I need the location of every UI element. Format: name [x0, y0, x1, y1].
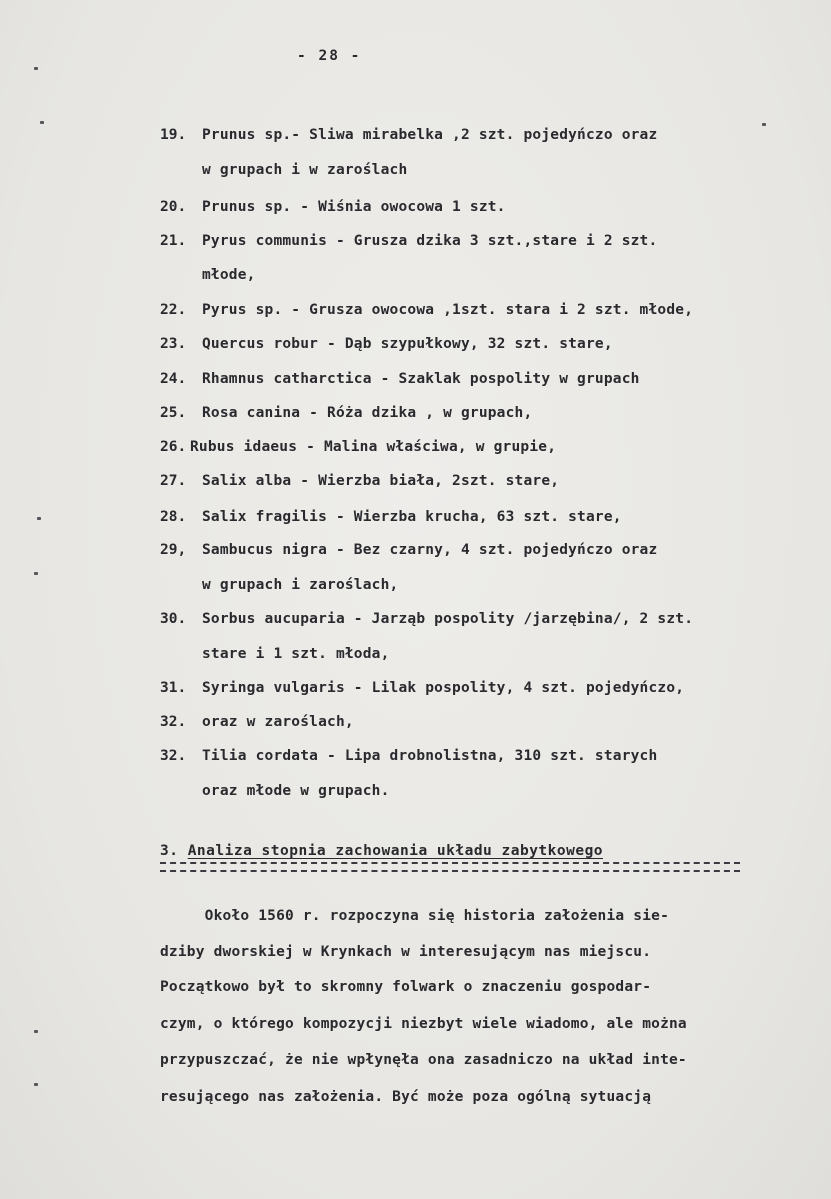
list-item-number: 27. [160, 473, 187, 489]
list-item-number: 23. [160, 336, 187, 352]
list-item-number: 30. [160, 611, 187, 627]
list-item-text: Prunus sp. - Wiśnia owocowa 1 szt. [202, 199, 506, 215]
list-item-number: 24. [160, 371, 187, 387]
list-item-text: Rosa canina - Róża dzika , w grupach, [202, 405, 533, 421]
list-item-number: 21. [160, 233, 187, 249]
list-item-number: 29, [160, 542, 187, 558]
margin-speck [34, 1030, 38, 1033]
list-item-number: 22. [160, 302, 187, 318]
list-item-text: Rubus idaeus - Malina właściwa, w grupie, [190, 439, 557, 455]
margin-speck [34, 67, 38, 70]
list-item-text: Sorbus aucuparia - Jarząb pospolity /jarzębina/, 2 szt. [202, 611, 694, 627]
list-item-text: oraz w zaroślach, [202, 714, 354, 730]
margin-speck [762, 123, 766, 126]
paragraph-line: przypuszczać, że nie wpłynęła ona zasadniczo na układ inte- [160, 1052, 687, 1068]
list-item-continuation: w grupach i zaroślach, [202, 577, 399, 593]
list-item-number: 28. [160, 509, 187, 525]
paragraph-line: Około 1560 r. rozpoczyna się historia założenia sie- [160, 908, 669, 924]
list-item-number: 32. [160, 714, 187, 730]
list-item-continuation: stare i 1 szt. młoda, [202, 646, 390, 662]
list-item-text: Pyrus sp. - Grusza owocowa ,1szt. stara i 2 szt. młode, [202, 302, 694, 318]
list-item-text: Pyrus communis - Grusza dzika 3 szt.,stare i 2 szt. [202, 233, 658, 249]
section-heading [160, 843, 603, 859]
list-item-text: Salix fragilis - Wierzba krucha, 63 szt. stare, [202, 509, 622, 525]
list-item-number: 32. [160, 748, 187, 764]
double-dashed-rule [160, 862, 740, 872]
list-item-number: 25. [160, 405, 187, 421]
list-item-number: 31. [160, 680, 187, 696]
list-item-number: 26. [160, 439, 187, 455]
paragraph-line: Początkowo był to skromny folwark o znaczeniu gospodar- [160, 979, 652, 995]
paragraph-line: dziby dworskiej w Krynkach w interesującym nas miejscu. [160, 944, 652, 960]
page-number: - 28 - [297, 48, 362, 64]
list-item-text: Prunus sp.- Sliwa mirabelka ,2 szt. pojedyńczo oraz [202, 127, 658, 143]
list-item-continuation: w grupach i w zaroślach [202, 162, 408, 178]
list-item-continuation: oraz młode w grupach. [202, 783, 390, 799]
list-item-text: Rhamnus catharctica - Szaklak pospolity w grupach [202, 371, 640, 387]
list-item-text: Syringa vulgaris - Lilak pospolity, 4 szt. pojedyńczo, [202, 680, 685, 696]
list-item-number: 19. [160, 127, 187, 143]
section-title: Analiza stopnia zachowania układu zabytkowego [187, 843, 604, 859]
margin-speck [34, 1083, 38, 1086]
margin-speck [37, 517, 41, 520]
margin-speck [34, 572, 38, 575]
list-item-text: Tilia cordata - Lipa drobnolistna, 310 szt. starych [202, 748, 658, 764]
section-number: 3. [160, 843, 179, 859]
paragraph-line: resującego nas założenia. Być może poza ogólną sytuacją [160, 1089, 652, 1105]
list-item-continuation: młode, [202, 267, 256, 283]
list-item-text: Sambucus nigra - Bez czarny, 4 szt. pojedyńczo oraz [202, 542, 658, 558]
list-item-text: Quercus robur - Dąb szypułkowy, 32 szt. stare, [202, 336, 613, 352]
margin-speck [40, 121, 44, 124]
list-item-text: Salix alba - Wierzba biała, 2szt. stare, [202, 473, 560, 489]
list-item-number: 20. [160, 199, 187, 215]
paragraph-line: czym, o którego kompozycji niezbyt wiele wiadomo, ale można [160, 1016, 687, 1032]
